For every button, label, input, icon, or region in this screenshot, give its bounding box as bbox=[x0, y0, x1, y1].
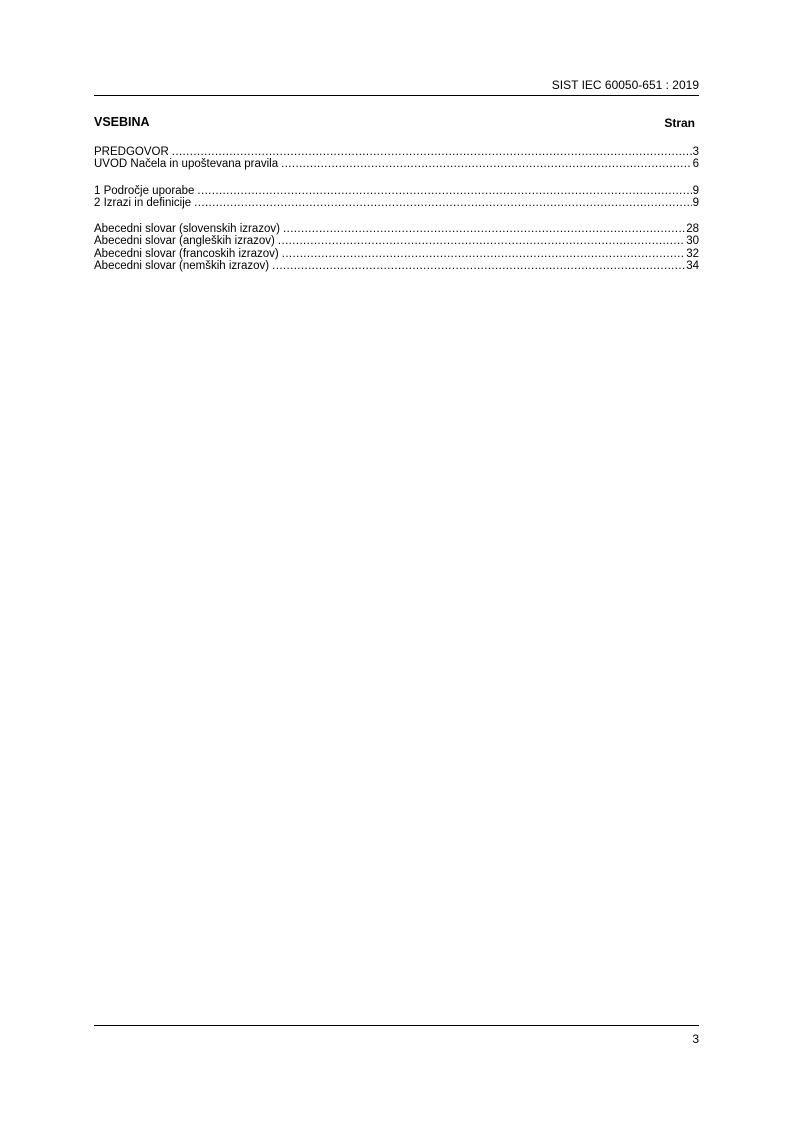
toc-entry-page: 9 bbox=[692, 184, 699, 197]
toc-entry-page: 30 bbox=[686, 235, 699, 248]
toc-entry[interactable] bbox=[94, 197, 699, 209]
toc-entry-page: 34 bbox=[686, 260, 699, 273]
toc-entry[interactable] bbox=[94, 146, 699, 158]
toc-dot-leader bbox=[272, 260, 685, 272]
toc-dot-leader bbox=[172, 146, 692, 158]
toc-entry-label: 2 Izrazi in definicije bbox=[94, 196, 192, 209]
document-id: SIST IEC 60050-651 : 2019 bbox=[551, 78, 699, 92]
toc-entry-label: Abecedni slovar (angleških izrazov) bbox=[94, 235, 275, 248]
toc-entry-label: 1 Področje uporabe bbox=[94, 184, 195, 197]
toc-entry-label: PREDGOVOR bbox=[94, 146, 169, 158]
toc-entry-page: 9 bbox=[692, 196, 699, 209]
toc-dot-leader bbox=[278, 235, 685, 247]
toc-entry-label: Abecedni slovar (slovenskih izrazov) bbox=[94, 223, 280, 236]
toc-entry-page: 6 bbox=[692, 158, 699, 171]
toc-entry[interactable] bbox=[94, 248, 699, 260]
toc-group-sections bbox=[94, 185, 699, 210]
toc-group-front-matter bbox=[94, 146, 699, 171]
toc-title: VSEBINA bbox=[94, 115, 150, 129]
toc-entry-page: 32 bbox=[686, 247, 699, 260]
toc-entry-label: Abecedni slovar (nemških izrazov) bbox=[94, 260, 270, 273]
toc-dot-leader bbox=[283, 223, 685, 235]
table-of-contents bbox=[94, 146, 699, 286]
toc-entry-label: Abecedni slovar (francoskih izrazov) bbox=[94, 247, 279, 260]
toc-entry[interactable] bbox=[94, 185, 699, 197]
toc-entry[interactable] bbox=[94, 235, 699, 247]
toc-entry[interactable] bbox=[94, 223, 699, 235]
toc-group-indexes bbox=[94, 223, 699, 272]
toc-dot-leader bbox=[194, 197, 691, 209]
toc-page-column-label: Stran bbox=[664, 116, 695, 130]
toc-dot-leader bbox=[282, 248, 685, 260]
page-number: 3 bbox=[692, 1032, 699, 1046]
toc-entry[interactable] bbox=[94, 158, 699, 170]
toc-entry[interactable] bbox=[94, 260, 699, 272]
toc-dot-leader bbox=[197, 185, 691, 197]
toc-entry-page: 28 bbox=[686, 223, 699, 236]
footer-divider bbox=[94, 1025, 699, 1026]
toc-dot-leader bbox=[281, 158, 691, 170]
header-divider bbox=[94, 95, 699, 96]
toc-entry-label: UVOD Načela in upoštevana pravila bbox=[94, 158, 279, 171]
toc-entry-page: 3 bbox=[692, 146, 699, 158]
